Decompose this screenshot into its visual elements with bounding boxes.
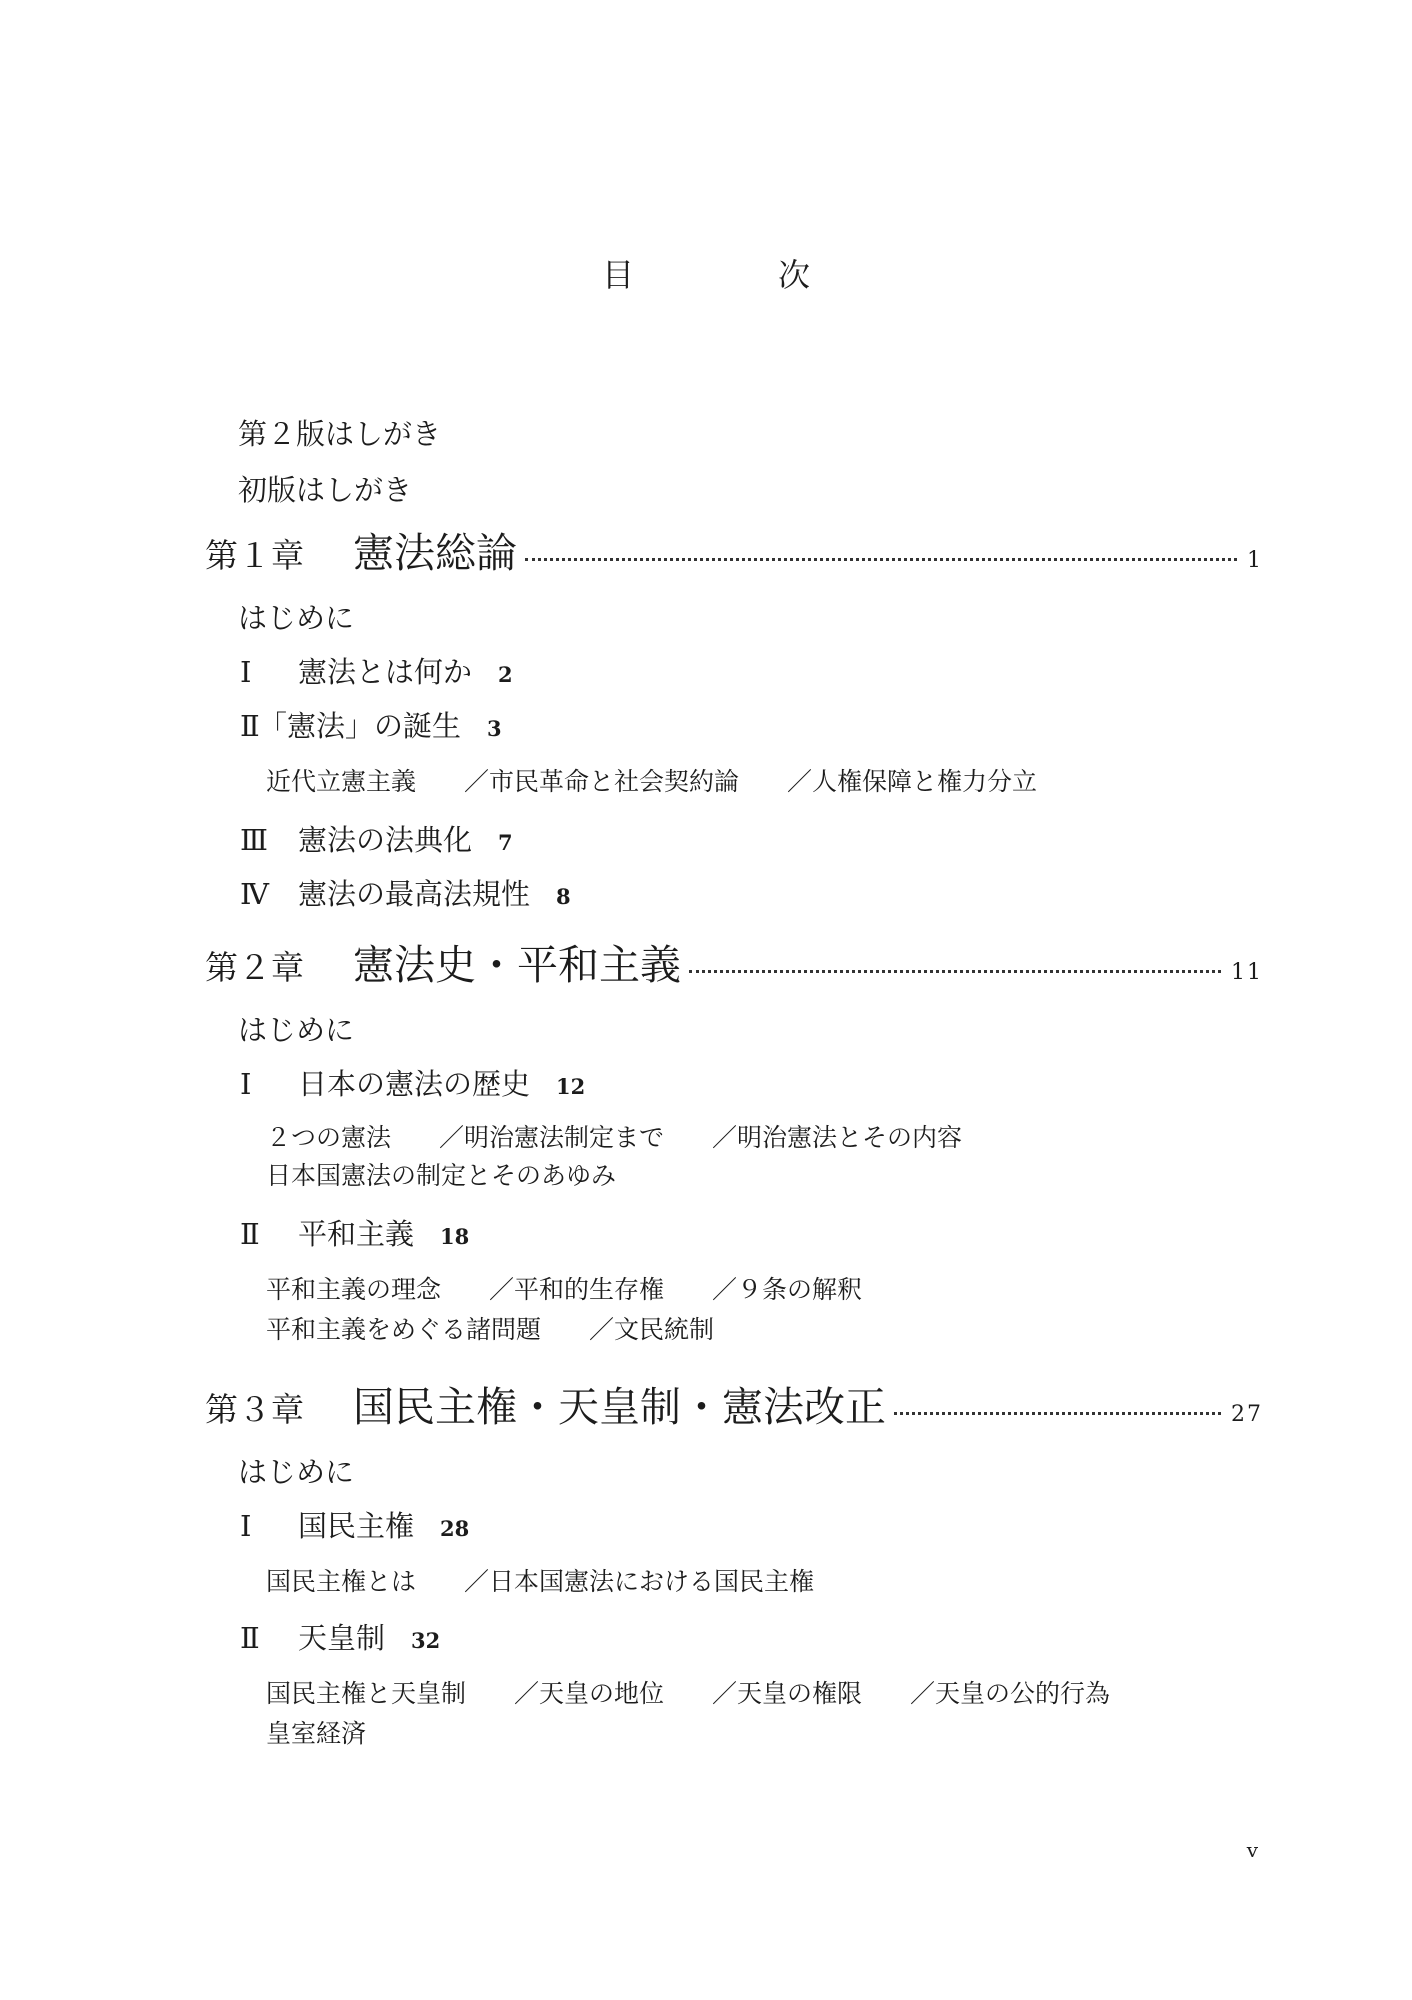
chapter-1-heading[interactable] xyxy=(205,520,1263,579)
dot-leader xyxy=(525,558,1237,561)
chapter-3-heading[interactable] xyxy=(205,1374,1263,1433)
section-page: 32 xyxy=(411,1628,441,1653)
subtopics-line xyxy=(266,1156,616,1192)
section-1-2[interactable] xyxy=(240,704,502,745)
chapter-title: 憲法史・平和主義 xyxy=(353,941,681,989)
subtopics-line xyxy=(266,1118,962,1154)
subtopic: 近代立憲主義 xyxy=(266,767,417,796)
preface-second-edition[interactable]: 第２版はしがき xyxy=(238,417,442,451)
section-number: Ⅰ xyxy=(240,1067,252,1101)
subtopic: 日本国憲法の制定とそのあゆみ xyxy=(266,1161,617,1190)
dot-leader xyxy=(689,970,1221,973)
subtopic: 国民主権と天皇制 xyxy=(266,1679,467,1708)
section-page: 2 xyxy=(498,662,513,687)
chapter-page: 1 xyxy=(1247,548,1263,573)
chapter-title: 国民主権・天皇制・憲法改正 xyxy=(353,1383,886,1431)
section-title: 憲法の最高法規性 xyxy=(298,877,531,911)
subtopic: 皇室経済 xyxy=(266,1719,367,1748)
chapter-2-intro[interactable]: はじめに xyxy=(238,1013,355,1047)
section-page: 7 xyxy=(498,830,513,855)
section-3-2[interactable] xyxy=(240,1616,440,1657)
subtopics-line xyxy=(266,762,1037,798)
subtopics-line xyxy=(266,1674,1110,1710)
section-page: 28 xyxy=(440,1516,470,1541)
section-page: 12 xyxy=(556,1074,586,1099)
section-page: 3 xyxy=(487,716,502,741)
section-2-2[interactable] xyxy=(240,1212,469,1253)
section-number: Ⅲ xyxy=(240,823,268,857)
section-1-1[interactable] xyxy=(240,650,513,691)
subtopics-line xyxy=(266,1310,714,1346)
subtopic: ／９条の解釈 xyxy=(712,1275,863,1304)
subtopic: ２つの憲法 xyxy=(266,1123,392,1152)
section-2-1[interactable] xyxy=(240,1062,585,1103)
chapter-page: 11 xyxy=(1231,960,1263,985)
subtopic: 平和主義の理念 xyxy=(266,1275,442,1304)
chapter-page: 27 xyxy=(1231,1402,1263,1427)
section-1-3[interactable] xyxy=(240,818,513,859)
chapter-3-intro[interactable]: はじめに xyxy=(238,1455,355,1489)
chapter-number: 第１章 xyxy=(205,536,304,575)
subtopics-line xyxy=(266,1714,366,1750)
subtopic: ／天皇の公的行為 xyxy=(910,1679,1111,1708)
subtopic: ／天皇の権限 xyxy=(712,1679,863,1708)
subtopic: 国民主権とは xyxy=(266,1567,417,1596)
section-page: 8 xyxy=(556,884,571,909)
section-page: 18 xyxy=(440,1224,470,1249)
subtopic: ／市民革命と社会契約論 xyxy=(464,767,740,796)
subtopics-line xyxy=(266,1562,814,1598)
chapter-1-intro[interactable]: はじめに xyxy=(238,601,355,635)
subtopic: ／平和的生存権 xyxy=(489,1275,665,1304)
section-title: 平和主義 xyxy=(298,1217,415,1251)
chapter-title: 憲法総論 xyxy=(353,529,517,577)
page-folio: v xyxy=(1246,1838,1258,1862)
subtopics-line xyxy=(266,1270,862,1306)
preface-first-edition[interactable]: 初版はしがき xyxy=(238,473,413,507)
section-title: 憲法の法典化 xyxy=(298,823,473,857)
page-title: 目 次 xyxy=(601,256,866,294)
chapter-number: 第３章 xyxy=(205,1390,304,1429)
dot-leader xyxy=(894,1412,1221,1415)
subtopic: ／文民統制 xyxy=(589,1315,715,1344)
subtopic: ／日本国憲法における国民主権 xyxy=(464,1567,815,1596)
section-number: Ⅰ xyxy=(240,655,252,689)
section-number: Ⅱ xyxy=(240,1621,260,1655)
section-number: Ⅳ xyxy=(240,877,269,911)
section-title: 国民主権 xyxy=(298,1509,415,1543)
subtopic: ／天皇の地位 xyxy=(514,1679,665,1708)
section-title: 天皇制 xyxy=(298,1621,386,1655)
subtopic: ／明治憲法制定まで xyxy=(439,1123,665,1152)
chapter-number: 第２章 xyxy=(205,948,304,987)
section-number: Ⅱ xyxy=(240,709,260,743)
subtopic: ／明治憲法とその内容 xyxy=(712,1123,963,1152)
section-3-1[interactable] xyxy=(240,1504,469,1545)
section-title: 憲法とは何か xyxy=(298,655,473,689)
subtopic: ／人権保障と権力分立 xyxy=(787,767,1038,796)
section-number: Ⅰ xyxy=(240,1509,252,1543)
chapter-2-heading[interactable] xyxy=(205,932,1263,991)
section-number: Ⅱ xyxy=(240,1217,260,1251)
subtopic: 平和主義をめぐる諸問題 xyxy=(266,1315,542,1344)
section-title: 日本の憲法の歴史 xyxy=(298,1067,531,1101)
section-title: 「憲法」の誕生 xyxy=(258,709,462,743)
section-1-4[interactable] xyxy=(240,872,571,913)
